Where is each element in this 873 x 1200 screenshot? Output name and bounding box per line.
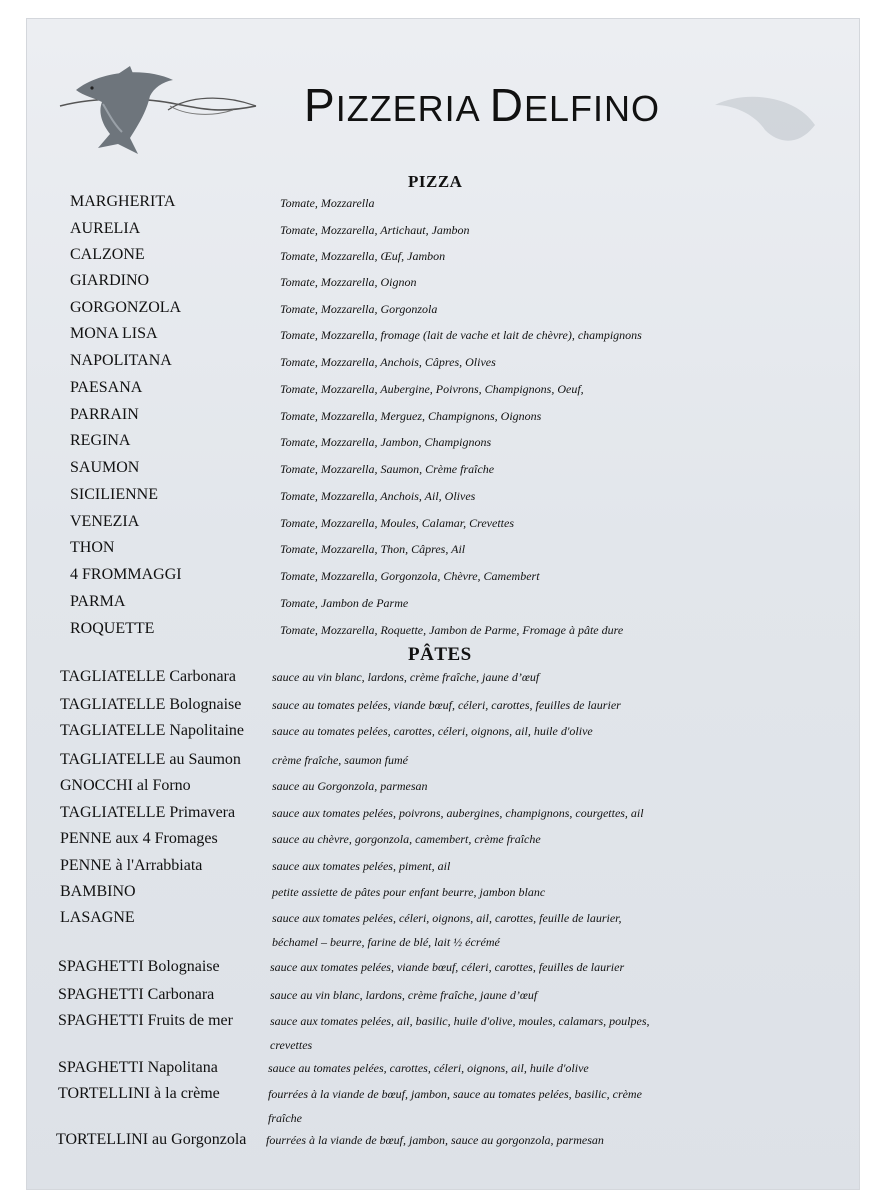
pates-name: GNOCCHI al Forno xyxy=(60,777,191,794)
pates-description: sauce au tomates pelées, viande bœuf, céleri, carottes, feuilles de laurier xyxy=(272,698,621,712)
title-word-izzeria: IZZERIA xyxy=(335,88,479,129)
pizza-description: Tomate, Mozzarella, Saumon, Crème fraîche xyxy=(280,462,495,476)
pates-description: sauce aux tomates pelées, poivrons, aubergines, champignons, courgettes, ail xyxy=(272,806,644,820)
pates-description: fourrées à la viande de bœuf, jambon, sauce au tomates pelées, basilic, crème xyxy=(268,1087,642,1101)
pates-name: TORTELLINI à la crème xyxy=(58,1085,220,1102)
dolphin-logo-icon xyxy=(58,66,258,161)
pizza-name: PARMA xyxy=(70,593,126,610)
pizza-name: SAUMON xyxy=(70,459,140,476)
pizza-description: Tomate, Mozzarella, fromage (lait de vache et lait de chèvre), champignons xyxy=(280,328,642,342)
pates-description: sauce au vin blanc, lardons, crème fraîche, jaune d’œuf xyxy=(270,988,538,1002)
pates-description: sauce aux tomates pelées, viande bœuf, céleri, carottes, feuilles de laurier xyxy=(270,960,625,974)
title-initial-d: D xyxy=(489,79,524,131)
pates-name: SPAGHETTI Fruits de mer xyxy=(58,1012,233,1029)
pates-name: SPAGHETTI Napolitana xyxy=(58,1059,218,1076)
pizza-section-heading: PIZZA xyxy=(408,172,463,191)
pates-section-heading: PÂTES xyxy=(408,644,472,665)
pates-name: PENNE à l'Arrabbiata xyxy=(60,857,203,874)
pates-description: petite assiette de pâtes pour enfant beurre, jambon blanc xyxy=(272,885,546,899)
pizza-name: GIARDINO xyxy=(70,272,150,289)
pizza-name: ROQUETTE xyxy=(70,620,155,637)
pizza-description: Tomate, Mozzarella, Moules, Calamar, Crevettes xyxy=(280,516,514,530)
pates-description: fourrées à la viande de bœuf, jambon, sauce au gorgonzola, parmesan xyxy=(266,1133,604,1147)
pates-name: TAGLIATELLE Carbonara xyxy=(60,668,236,685)
pates-description: sauce aux tomates pelées, céleri, oignons, ail, carottes, feuille de laurier, xyxy=(272,911,622,925)
pates-description-continued: crevettes xyxy=(270,1038,313,1052)
pizza-description: Tomate, Mozzarella, Œuf, Jambon xyxy=(280,249,446,263)
title-word-elfino: ELFINO xyxy=(523,88,660,129)
pates-name: TORTELLINI au Gorgonzola xyxy=(56,1131,247,1148)
pates-name: SPAGHETTI Bolognaise xyxy=(58,958,220,975)
pates-description: sauce aux tomates pelées, piment, ail xyxy=(272,859,451,873)
pizza-description: Tomate, Mozzarella, Anchois, Ail, Olives xyxy=(280,489,476,503)
pizza-description: Tomate, Mozzarella xyxy=(280,196,375,210)
pizza-description: Tomate, Mozzarella, Gorgonzola xyxy=(280,302,438,316)
pizza-description: Tomate, Mozzarella, Jambon, Champignons xyxy=(280,435,492,449)
pizza-name: VENEZIA xyxy=(70,513,140,530)
pizza-description: Tomate, Mozzarella, Gorgonzola, Chèvre, Camembert xyxy=(280,569,540,583)
pates-name: TAGLIATELLE au Saumon xyxy=(60,751,241,768)
pates-description: sauce au tomates pelées, carottes, céleri, oignons, ail, huile d'olive xyxy=(268,1061,589,1075)
pates-description: sauce au tomates pelées, carottes, céleri, oignons, ail, huile d'olive xyxy=(272,724,593,738)
pizza-name: PARRAIN xyxy=(70,406,139,423)
pates-name: SPAGHETTI Carbonara xyxy=(58,986,215,1003)
pates-description: crème fraîche, saumon fumé xyxy=(272,753,408,767)
pates-description: sauce au Gorgonzola, parmesan xyxy=(272,779,428,793)
pates-description-continued: béchamel – beurre, farine de blé, lait ½ écrémé xyxy=(272,935,500,949)
pizza-name: AURELIA xyxy=(70,220,141,237)
pizza-name: GORGONZOLA xyxy=(70,299,182,316)
pates-name: TAGLIATELLE Napolitaine xyxy=(60,722,244,739)
pates-description: sauce au vin blanc, lardons, crème fraîche, jaune d’œuf xyxy=(272,670,540,684)
pizza-name: MARGHERITA xyxy=(70,193,176,210)
restaurant-title xyxy=(304,78,660,132)
pizza-name: MONA LISA xyxy=(70,325,158,342)
reverse-dolphin-showthrough xyxy=(705,75,825,165)
pates-name: LASAGNE xyxy=(60,909,135,926)
pizza-description: Tomate, Mozzarella, Anchois, Câpres, Olives xyxy=(280,355,496,369)
pates-name: TAGLIATELLE Bolognaise xyxy=(60,696,242,713)
pates-name: BAMBINO xyxy=(60,883,136,900)
title-initial-p: P xyxy=(304,79,336,131)
pates-description: sauce au chèvre, gorgonzola, camembert, crème fraîche xyxy=(272,832,541,846)
pizza-description: Tomate, Mozzarella, Roquette, Jambon de Parme, Fromage à pâte dure xyxy=(280,623,624,637)
pizza-description: Tomate, Mozzarella, Merguez, Champignons, Oignons xyxy=(280,409,542,423)
pates-name: PENNE aux 4 Fromages xyxy=(60,830,218,847)
pates-description: sauce aux tomates pelées, ail, basilic, huile d'olive, moules, calamars, poulpes, xyxy=(270,1014,650,1028)
pizza-name: 4 FROMMAGGI xyxy=(70,566,182,583)
page-top-edge xyxy=(0,0,873,12)
pizza-name: THON xyxy=(70,539,115,556)
pates-description-continued: fraîche xyxy=(268,1111,302,1125)
pizza-name: CALZONE xyxy=(70,246,145,263)
pizza-name: REGINA xyxy=(70,432,131,449)
pizza-name: PAESANA xyxy=(70,379,143,396)
pizza-description: Tomate, Jambon de Parme xyxy=(280,596,409,610)
pizza-description: Tomate, Mozzarella, Aubergine, Poivrons, Champignons, Oeuf, xyxy=(280,382,584,396)
pizza-name: SICILIENNE xyxy=(70,486,158,503)
pates-name: TAGLIATELLE Primavera xyxy=(60,804,236,821)
pizza-description: Tomate, Mozzarella, Artichaut, Jambon xyxy=(280,223,470,237)
pizza-description: Tomate, Mozzarella, Oignon xyxy=(280,275,417,289)
pizza-description: Tomate, Mozzarella, Thon, Câpres, Ail xyxy=(280,542,466,556)
pizza-name: NAPOLITANA xyxy=(70,352,172,369)
